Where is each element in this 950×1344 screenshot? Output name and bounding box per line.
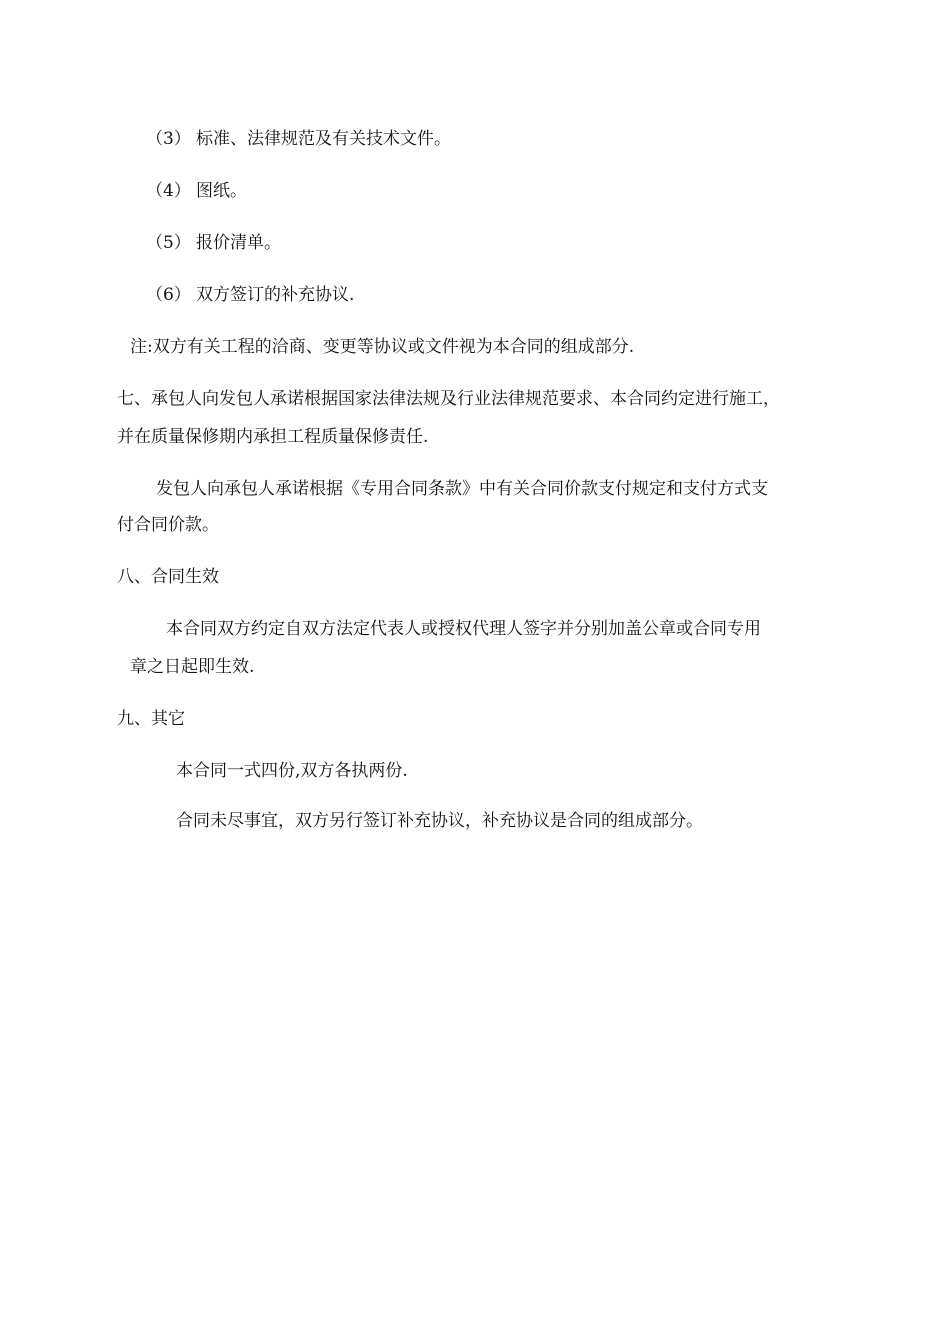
list-item-5 bbox=[146, 232, 281, 254]
section9-line2: 合同未尽事宜，双方另行签订补充协议，补充协议是合同的组成部分。 bbox=[176, 811, 703, 831]
section8-heading: 八、合同生效 bbox=[117, 567, 219, 587]
section9-heading: 九、其它 bbox=[117, 709, 185, 729]
list-item-number: （6） bbox=[146, 285, 191, 305]
list-item-number: （5） bbox=[146, 233, 191, 253]
list-item-text: 标准、法律规范及有关技术文件。 bbox=[196, 129, 451, 149]
list-item-text: 报价清单。 bbox=[196, 233, 281, 253]
section8-line2: 章之日起即生效. bbox=[130, 657, 255, 677]
list-item-6 bbox=[146, 284, 354, 306]
section7-line2: 并在质量保修期内承担工程质量保修责任. bbox=[117, 427, 429, 447]
section7-para2-line1: 发包人向承包人承诺根据《专用合同条款》中有关合同价款支付规定和支付方式支 bbox=[156, 479, 768, 499]
list-item-text: 双方签订的补充协议. bbox=[196, 285, 355, 305]
list-item-text: 图纸。 bbox=[196, 181, 247, 201]
section9-line1: 本合同一式四份,双方各执两份. bbox=[176, 761, 408, 781]
section7-line1: 七、承包人向发包人承诺根据国家法律法规及行业法律规范要求、本合同约定进行施工， bbox=[117, 389, 780, 409]
note-paragraph: 注:双方有关工程的洽商、变更等协议或文件视为本合同的组成部分. bbox=[130, 337, 635, 357]
list-item-4 bbox=[146, 180, 247, 202]
list-item-number: （4） bbox=[146, 181, 191, 201]
list-item-3 bbox=[146, 128, 451, 150]
list-item-number: （3） bbox=[146, 129, 191, 149]
section7-para2-line2: 付合同价款。 bbox=[117, 515, 219, 535]
section8-line1: 本合同双方约定自双方法定代表人或授权代理人签字并分别加盖公章或合同专用 bbox=[166, 619, 761, 639]
